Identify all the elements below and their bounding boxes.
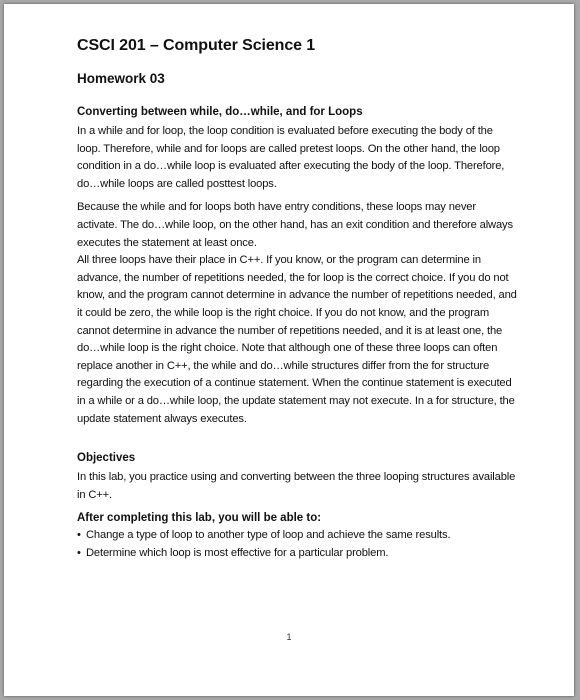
list-item [77,545,517,563]
page-content [77,36,517,562]
paragraph-loop-choice: All three loops have their place in C++. If you know, or the program can determine in advance, the number of repetitions needed, the for loop is the correct choice. If you do not know, and the program cannot determine in advance the number of repetitions needed, and it could be zero, the while loop is the right choice. If you do not know, and the program cannot determine in advance the number of repetitions needed, and it is at least one, the do…while loop is the right choice. Note that although one of these three loops can often replace another in C++, the while and do…while structures differ from the for structure regarding the execution of a continue statement. When the continue statement is executed in a while or a do…while loop, the update statement may not execute. In a for structure, the update statement always executes. [77,254,517,425]
section-heading-after-completing: After completing this lab, you will be able to: [77,512,322,525]
document-page [4,4,574,696]
page-number: 1 [286,632,292,642]
document-subtitle: Homework 03 [77,71,165,86]
list-item-text: Change a type of loop to another type of loop and achieve the same results. [86,529,451,542]
bullet-icon: • [77,546,81,559]
outcomes-list [77,527,517,562]
paragraph-pretest-posttest: In a while and for loop, the loop condition is evaluated before executing the body of the loop. Therefore, while and for loops are called pretest loops. On the other hand, the loop condition in a do…while loop is evaluated after executing the body of the loop. Therefore, do…while loops are called posttest loops. [77,125,505,190]
document-title: CSCI 201 – Computer Science 1 [77,37,316,54]
section-heading-converting: Converting between while, do…while, and for Loops [77,106,363,118]
bullet-icon: • [77,529,81,542]
section-heading-objectives: Objectives [77,452,136,465]
paragraph-objectives: In this lab, you practice using and converting between the three looping structures available in C++. [77,471,516,501]
list-item-text: Determine which loop is most effective for a particular problem. [86,546,389,559]
list-item [77,527,517,545]
paragraph-entry-conditions: Because the while and for loops both have entry conditions, these loops may never activate. The do…while loop, on the other hand, has an exit condition and therefore always executes the statement at least once. [77,201,513,249]
